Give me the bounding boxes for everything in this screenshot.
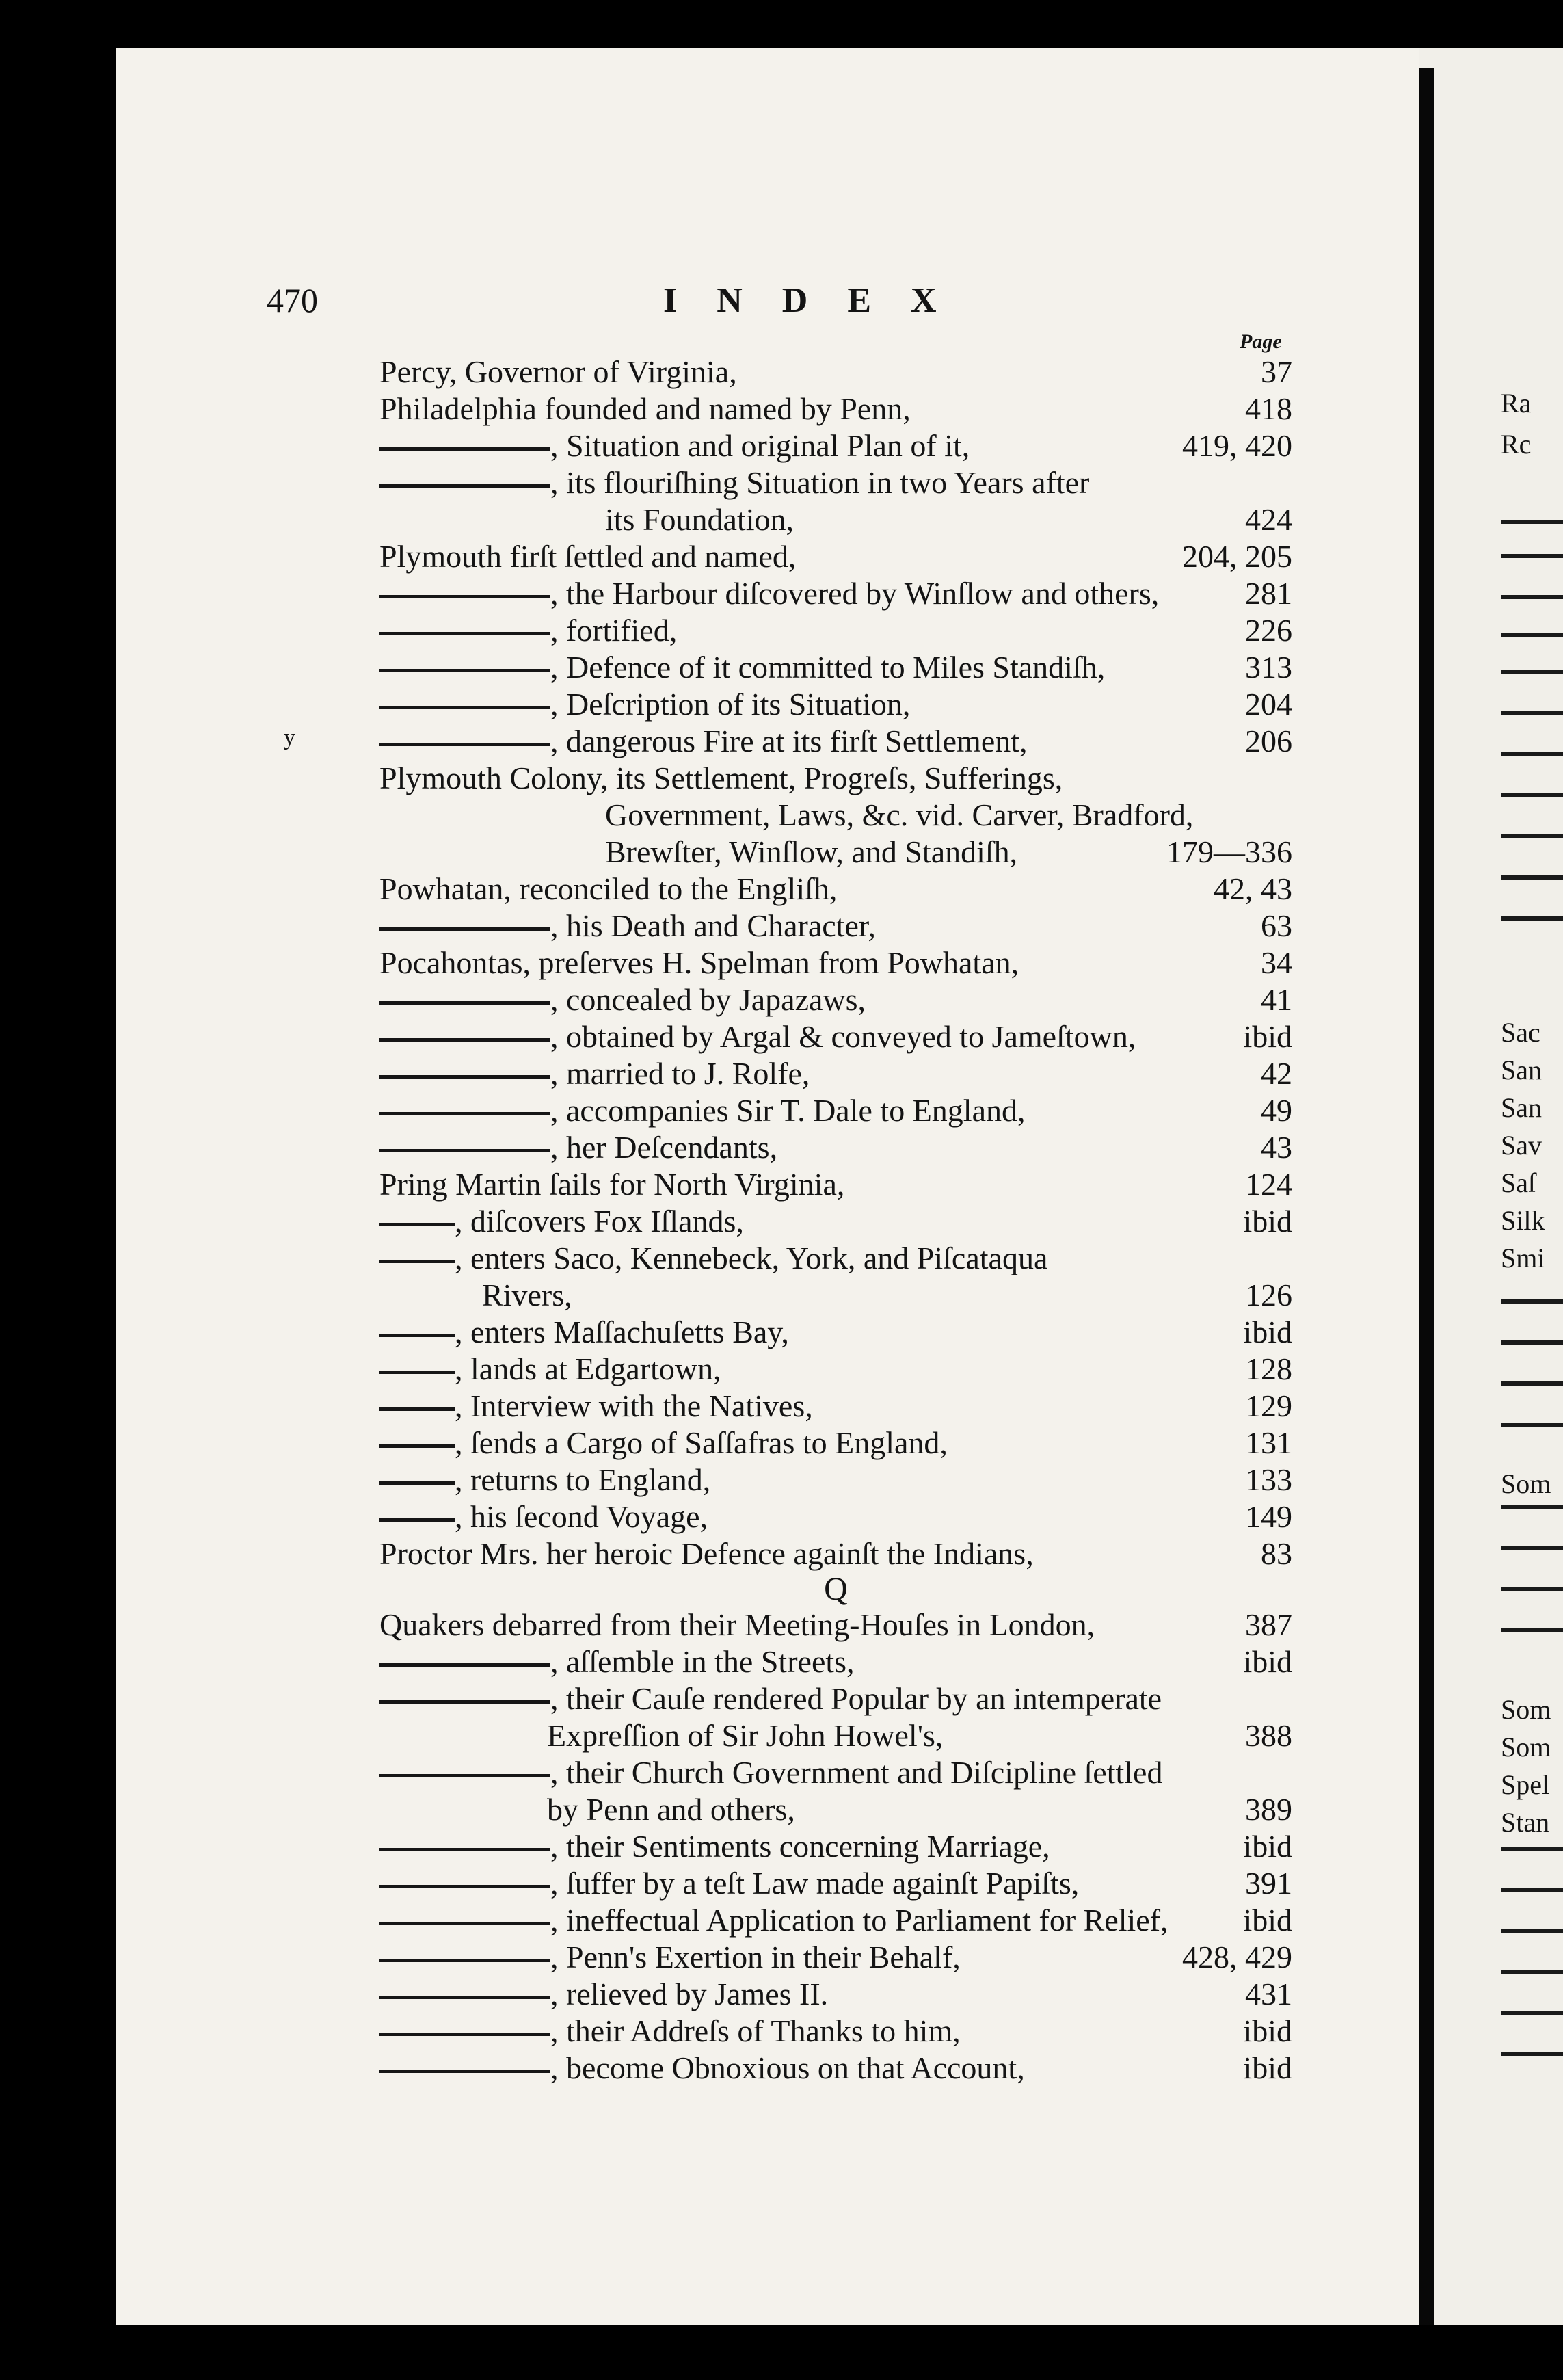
index-entry: [379, 1535, 1292, 1572]
entry-text: , fortified,: [550, 613, 678, 648]
facing-page-fragment: Sav: [1501, 1130, 1542, 1161]
entry-page-ref: 37: [1261, 354, 1292, 389]
entry-page-ref: 418: [1245, 391, 1292, 426]
facing-page-fragment: San: [1501, 1055, 1542, 1085]
entry-page-ref: 43: [1261, 1130, 1292, 1165]
index-entry: [379, 760, 1292, 797]
entry-text: Proctor Mrs. her heroic Defence againſt the Indians,: [379, 1536, 1034, 1571]
entry-text: Expreſſion of Sir John Howel's,: [547, 1718, 944, 1753]
entry-page-ref: 204: [1245, 687, 1292, 722]
facing-page-fragment: Ra: [1501, 388, 1532, 419]
index-entry: [379, 1129, 1292, 1166]
entry-text: , diſcovers Fox Iſlands,: [455, 1204, 744, 1239]
entry-text: , the Harbour diſcovered by Winſlow and others,: [550, 576, 1160, 611]
entry-text: , Penn's Exertion in their Behalf,: [550, 1940, 961, 1974]
facing-page-fragment: Rc: [1501, 429, 1532, 460]
ditto-dash: [379, 1388, 455, 1425]
index-entry: [379, 834, 1292, 871]
entry-text: , his ſecond Voyage,: [455, 1499, 708, 1534]
index-entry: [379, 1240, 1292, 1277]
index-entry: [379, 391, 1292, 427]
index-entry: [379, 1680, 1292, 1717]
ditto-dash: [379, 612, 550, 649]
entry-page-ref: ibid: [1243, 1644, 1292, 1679]
ditto-dash: [379, 1902, 550, 1939]
entry-text: Plymouth firſt ſettled and named,: [379, 539, 797, 574]
entry-page-ref: 133: [1245, 1462, 1292, 1497]
entry-text: Philadelphia founded and named by Penn,: [379, 391, 911, 426]
index-entry: [379, 1462, 1292, 1498]
ditto-dash: [379, 908, 550, 944]
entry-text: , obtained by Argal & conveyed to Jameſtown,: [550, 1019, 1136, 1054]
entry-page-ref: ibid: [1243, 1019, 1292, 1054]
entry-text: Plymouth Colony, its Settlement, Progreſs, Sufferings,: [379, 761, 1063, 795]
index-entry: [379, 908, 1292, 944]
entry-page-ref: 83: [1261, 1536, 1292, 1571]
index-entry: [379, 354, 1292, 391]
ditto-dash: [379, 1865, 550, 1902]
page-number: 470: [267, 281, 318, 319]
entry-text: , their Cauſe rendered Popular by an intemperate: [550, 1681, 1162, 1716]
index-entry: [379, 1606, 1292, 1643]
entry-text: Rivers,: [482, 1278, 572, 1312]
facing-page-dash: [1501, 875, 1563, 880]
facing-page-fragment: San: [1501, 1092, 1542, 1123]
facing-page-fragment: Silk: [1501, 1205, 1545, 1236]
entry-page-ref: ibid: [1243, 2050, 1292, 2085]
entry-page-ref: 149: [1245, 1499, 1292, 1534]
ditto-dash: [379, 1425, 455, 1462]
index-entry: [379, 501, 1292, 538]
index-entry: [379, 2050, 1292, 2087]
entry-page-ref: 419, 420: [1182, 428, 1292, 463]
ditto-dash: [379, 2050, 550, 2087]
ditto-dash: [379, 723, 550, 760]
facing-page-dash: [1501, 2052, 1563, 2056]
facing-page-dash: [1501, 595, 1563, 599]
index-entry: [379, 1203, 1292, 1240]
ditto-dash: [379, 649, 550, 686]
index-entry: [379, 1902, 1292, 1939]
facing-page-dash: [1501, 633, 1563, 637]
entry-page-ref: 49: [1261, 1093, 1292, 1128]
index-entry: [379, 1791, 1292, 1828]
page-gutter: [1419, 68, 1434, 2325]
index-entry: [379, 981, 1292, 1018]
facing-page-fragment: Som: [1501, 1732, 1551, 1762]
ditto-dash: [379, 1055, 550, 1092]
entry-page-ref: 204, 205: [1182, 539, 1292, 574]
entry-text: , returns to England,: [455, 1462, 711, 1497]
index-entry: [379, 1717, 1292, 1754]
entry-text: Government, Laws, &c. vid. Carver, Bradford,: [605, 797, 1194, 832]
entry-text: , Interview with the Natives,: [455, 1388, 813, 1423]
entry-page-ref: 389: [1245, 1792, 1292, 1827]
facing-page-dash: [1501, 1423, 1563, 1427]
facing-page-fragment: Sac: [1501, 1017, 1540, 1048]
entry-text: , relieved by James II.: [550, 1976, 829, 2011]
entry-text: by Penn and others,: [547, 1792, 795, 1827]
facing-page-dash: [1501, 1628, 1563, 1632]
index-entry: [379, 1976, 1292, 2013]
index-entry: [379, 1754, 1292, 1791]
section-letter: Q: [824, 1571, 848, 1607]
ditto-dash: [379, 1129, 550, 1166]
index-entry: [379, 1018, 1292, 1055]
index-entry: [379, 427, 1292, 464]
entry-text: , their Addreſs of Thanks to him,: [550, 2013, 961, 2048]
index-entry: [379, 723, 1292, 760]
ditto-dash: [379, 1351, 455, 1388]
ditto-dash: [379, 686, 550, 723]
facing-page-fragment: Stan: [1501, 1807, 1550, 1838]
entry-page-ref: 131: [1245, 1425, 1292, 1460]
entry-page-ref: 42, 43: [1214, 871, 1292, 906]
entry-text: , aſſemble in the Streets,: [550, 1644, 855, 1679]
entry-text: , Defence of it committed to Miles Standiſh,: [550, 650, 1106, 685]
entry-text: Pring Martin ſails for North Virginia,: [379, 1167, 845, 1202]
facing-page-dash: [1501, 1381, 1563, 1386]
index-entry: [379, 797, 1292, 834]
ditto-dash: [379, 1240, 455, 1277]
index-entry: [379, 538, 1292, 575]
entry-page-ref: 124: [1245, 1167, 1292, 1202]
entry-page-ref: ibid: [1243, 1314, 1292, 1349]
index-entry: [379, 1092, 1292, 1129]
entry-page-ref: 428, 429: [1182, 1940, 1292, 1974]
entry-text: Brewſter, Winſlow, and Standiſh,: [605, 834, 1018, 869]
facing-page-dash: [1501, 834, 1563, 838]
facing-page-dash: [1501, 1505, 1563, 1509]
entry-page-ref: 388: [1245, 1718, 1292, 1753]
entry-text: , its flouriſhing Situation in two Years after: [550, 465, 1090, 500]
entry-text: , Situation and original Plan of it,: [550, 428, 970, 463]
facing-page-dash: [1501, 1299, 1563, 1304]
facing-page-dash: [1501, 2011, 1563, 2015]
entry-text: its Foundation,: [605, 502, 794, 537]
entry-page-ref: 424: [1245, 502, 1292, 537]
entry-page-ref: 128: [1245, 1351, 1292, 1386]
entry-text: , ſends a Cargo of Saſſafras to England,: [455, 1425, 948, 1460]
entry-page-ref: ibid: [1243, 1903, 1292, 1938]
ditto-dash: [379, 1462, 455, 1498]
ditto-dash: [379, 1643, 550, 1680]
facing-page-fragment: Spel: [1501, 1769, 1550, 1800]
entry-text: , ineffectual Application to Parliament for Relief,: [550, 1903, 1168, 1938]
ditto-dash: [379, 1754, 550, 1791]
index-entry: [379, 464, 1292, 501]
ditto-dash: [379, 1828, 550, 1865]
index-entry: [379, 944, 1292, 981]
facing-page-dash: [1501, 1970, 1563, 1974]
entry-text: , concealed by Japazaws,: [550, 982, 866, 1017]
entry-page-ref: 63: [1261, 908, 1292, 943]
ditto-dash: [379, 2013, 550, 2050]
index-entry: [379, 1277, 1292, 1314]
entry-page-ref: 129: [1245, 1388, 1292, 1423]
page-title: INDEX: [663, 281, 976, 320]
entry-page-ref: 126: [1245, 1278, 1292, 1312]
entry-page-ref: ibid: [1243, 1829, 1292, 1864]
index-entry: [379, 2013, 1292, 2050]
index-entry: [379, 1643, 1292, 1680]
entry-text: , become Obnoxious on that Account,: [550, 2050, 1025, 2085]
page-header: [267, 280, 1306, 321]
entry-page-ref: 226: [1245, 613, 1292, 648]
ditto-dash: [379, 1018, 550, 1055]
entry-text: , lands at Edgartown,: [455, 1351, 721, 1386]
ditto-dash: [379, 1939, 550, 1976]
facing-page-dash: [1501, 916, 1563, 921]
entry-page-ref: 206: [1245, 724, 1292, 758]
entry-text: , his Death and Character,: [550, 908, 876, 943]
index-entry: [379, 1939, 1292, 1976]
entry-page-ref: ibid: [1243, 2013, 1292, 2048]
entry-page-ref: 179—336: [1166, 834, 1292, 869]
entry-page-ref: 431: [1245, 1976, 1292, 2011]
entry-text: , enters Saco, Kennebeck, York, and Piſcataqua: [455, 1241, 1048, 1275]
index-entry: [379, 686, 1292, 723]
facing-page-dash: [1501, 1546, 1563, 1550]
facing-page-dash: [1501, 711, 1563, 715]
ditto-dash: [379, 981, 550, 1018]
entry-page-ref: 34: [1261, 945, 1292, 980]
entry-text: , ſuffer by a teſt Law made againſt Papiſts,: [550, 1866, 1080, 1901]
facing-page-dash: [1501, 793, 1563, 797]
entry-text: , Deſcription of its Situation,: [550, 687, 911, 722]
entry-text: Quakers debarred from their Meeting-Houſes in London,: [379, 1607, 1095, 1642]
entry-text: Powhatan, reconciled to the Engliſh,: [379, 871, 838, 906]
ditto-dash: [379, 1498, 455, 1535]
ditto-dash: [379, 464, 550, 501]
facing-page-dash: [1501, 1888, 1563, 1892]
entry-text: , their Sentiments concerning Marriage,: [550, 1829, 1050, 1864]
index-entry: [379, 1055, 1292, 1092]
facing-page-fragment: Som: [1501, 1468, 1551, 1499]
facing-page-dash: [1501, 1929, 1563, 1933]
entry-page-ref: ibid: [1243, 1204, 1292, 1239]
index-entry: [379, 1498, 1292, 1535]
index-entry: [379, 612, 1292, 649]
page-column-label: Page: [1240, 330, 1282, 353]
entry-page-ref: 391: [1245, 1866, 1292, 1901]
index-entry: [379, 1425, 1292, 1462]
entry-text: Percy, Governor of Virginia,: [379, 354, 737, 389]
facing-page-dash: [1501, 554, 1563, 558]
entry-page-ref: 313: [1245, 650, 1292, 685]
facing-page-dash: [1501, 520, 1563, 524]
index-entries: [379, 354, 1292, 2087]
index-entry: [379, 575, 1292, 612]
facing-page-fragment: Som: [1501, 1694, 1551, 1725]
ditto-dash: [379, 1976, 550, 2013]
facing-page-fragment: Saſ: [1501, 1167, 1536, 1198]
entry-text: , married to J. Rolfe,: [550, 1056, 810, 1091]
ditto-dash: [379, 427, 550, 464]
entry-text: , their Church Government and Diſcipline ſettled: [550, 1755, 1163, 1790]
entry-text: Pocahontas, preſerves H. Spelman from Powhatan,: [379, 945, 1019, 980]
entry-text: , dangerous Fire at its firſt Settlement,: [550, 724, 1028, 758]
entry-page-ref: 387: [1245, 1607, 1292, 1642]
index-entry: [379, 1388, 1292, 1425]
stray-mark: y: [284, 725, 295, 750]
ditto-dash: [379, 1203, 455, 1240]
index-entry: [379, 1828, 1292, 1865]
facing-page-fragment: Smi: [1501, 1243, 1545, 1273]
facing-page-dash: [1501, 1340, 1563, 1345]
entry-text: , her Deſcendants,: [550, 1130, 778, 1165]
index-entry: [379, 1351, 1292, 1388]
facing-page-edge: [1419, 48, 1563, 2325]
entry-page-ref: 281: [1245, 576, 1292, 611]
index-entry: [379, 649, 1292, 686]
entry-page-ref: 41: [1261, 982, 1292, 1017]
ditto-dash: [379, 575, 550, 612]
ditto-dash: [379, 1092, 550, 1129]
index-entry: [379, 871, 1292, 908]
facing-page-dash: [1501, 1847, 1563, 1851]
ditto-dash: [379, 1680, 550, 1717]
facing-page-dash: [1501, 752, 1563, 756]
entry-page-ref: 42: [1261, 1056, 1292, 1091]
facing-page-dash: [1501, 1587, 1563, 1591]
entry-text: , enters Maſſachuſetts Bay,: [455, 1314, 789, 1349]
index-entry: [379, 1314, 1292, 1351]
facing-page-dash: [1501, 670, 1563, 674]
index-entry: [379, 1166, 1292, 1203]
entry-text: , accompanies Sir T. Dale to England,: [550, 1093, 1026, 1128]
ditto-dash: [379, 1314, 455, 1351]
index-entry: [379, 1865, 1292, 1902]
